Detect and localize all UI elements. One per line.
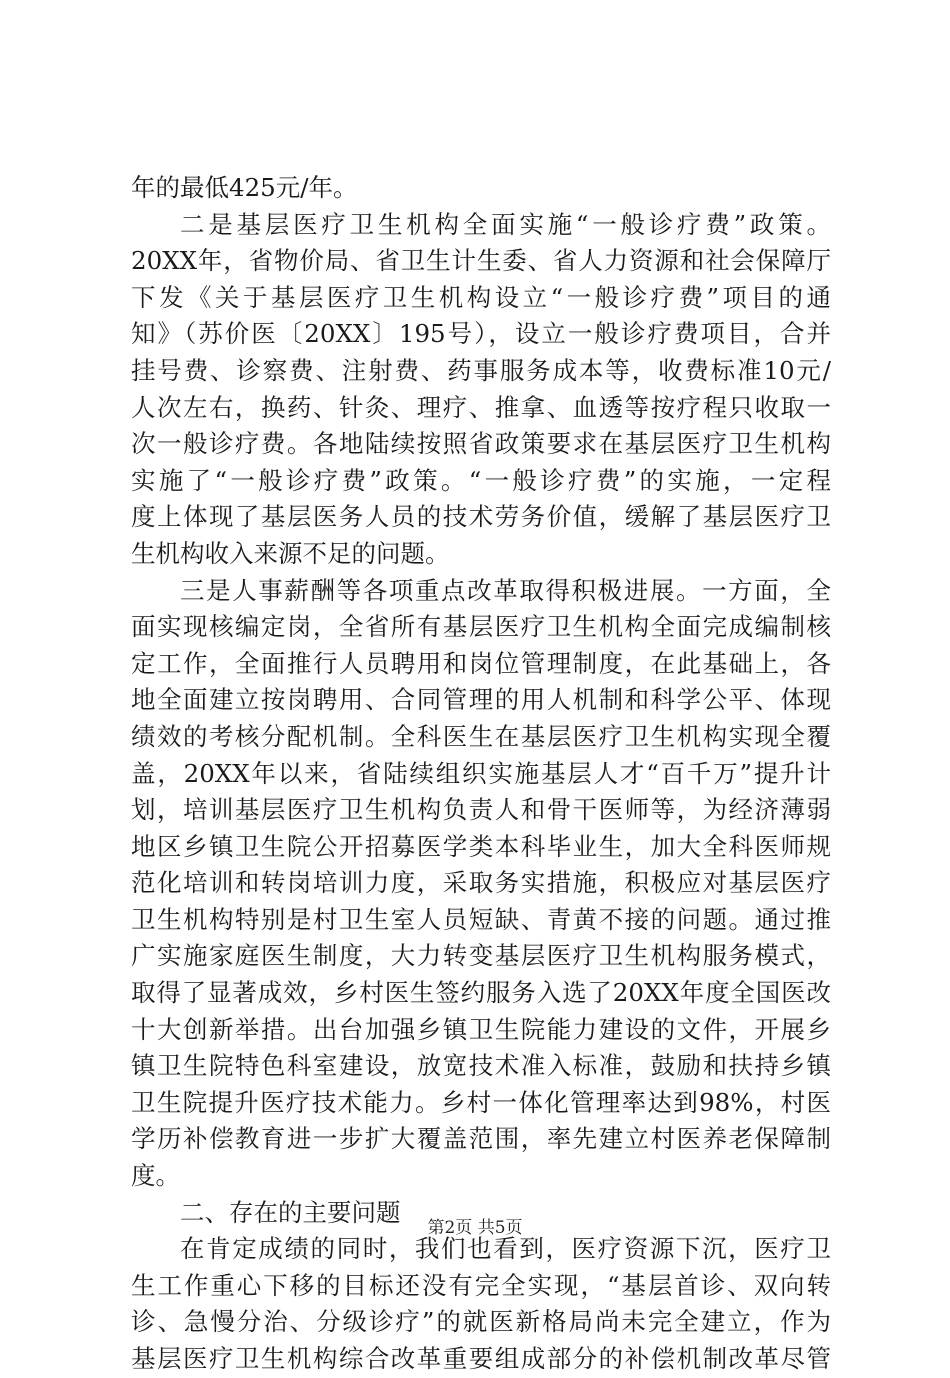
text-line: 取得了显著成效，乡村医生签约服务入选了20XX年度全国医改 bbox=[131, 978, 831, 1008]
text-line: 盖，20XX年以来，省陆续组织实施基层人才“百千万”提升计 bbox=[131, 758, 831, 788]
text-line: 面实现核编定岗，全省所有基层医疗卫生机构全面完成编制核 bbox=[131, 612, 831, 642]
text-line: 地全面建立按岗聘用、合同管理的用人机制和科学公平、体现 bbox=[131, 685, 831, 715]
text-line: 地区乡镇卫生院公开招募医学类本科毕业生，加大全科医师规 bbox=[131, 831, 831, 861]
text-line: 实施了“一般诊疗费”政策。“一般诊疗费”的实施，一定程 bbox=[131, 465, 831, 495]
text-line: 范化培训和转岗培训力度，采取务实措施，积极应对基层医疗 bbox=[131, 868, 831, 898]
text-line: 二是基层医疗卫生机构全面实施“一般诊疗费”政策。 bbox=[180, 209, 831, 239]
text-line: 基层医疗卫生机构综合改革重要组成部分的补偿机制改革尽管 bbox=[131, 1344, 831, 1373]
text-line: 知》（苏价医〔20XX〕195号），设立一般诊疗费项目，合并 bbox=[131, 319, 831, 349]
text-line: 卫生院提升医疗技术能力。乡村一体化管理率达到98%，村医 bbox=[131, 1087, 831, 1117]
text-line: 人次左右，换药、针灸、理疗、推拿、血透等按疗程只收取一 bbox=[131, 392, 831, 422]
text-line: 镇卫生院特色科室建设，放宽技术准入标准，鼓励和扶持乡镇 bbox=[131, 1051, 831, 1081]
text-line: 年的最低425元/年。 bbox=[131, 173, 358, 202]
text-line: 度上体现了基层医务人员的技术劳务价值，缓解了基层医疗卫 bbox=[131, 502, 831, 532]
text-line: 下发《关于基层医疗卫生机构设立“一般诊疗费”项目的通 bbox=[131, 282, 831, 312]
text-line: 生机构收入来源不足的问题。 bbox=[131, 538, 450, 568]
text-line: 度。 bbox=[131, 1161, 180, 1191]
text-line: 广实施家庭医生制度，大力转变基层医疗卫生机构服务模式， bbox=[131, 941, 831, 971]
text-line: 20XX年，省物价局、省卫生计生委、省人力资源和社会保障厅 bbox=[131, 246, 831, 276]
text-line: 生工作重心下移的目标还没有完全实现，“基层首诊、双向转 bbox=[131, 1270, 831, 1300]
text-line: 在肯定成绩的同时，我们也看到，医疗资源下沉，医疗卫 bbox=[180, 1234, 831, 1264]
page-number-footer: 第2页 共5页 bbox=[427, 1218, 523, 1238]
text-line: 绩效的考核分配机制。全科医生在基层医疗卫生机构实现全覆 bbox=[131, 721, 831, 751]
text-line: 定工作，全面推行人员聘用和岗位管理制度，在此基础上，各 bbox=[131, 648, 831, 678]
text-line: 十大创新举措。出台加强乡镇卫生院能力建设的文件，开展乡 bbox=[131, 1014, 831, 1044]
text-line: 划，培训基层医疗卫生机构负责人和骨干医师等，为经济薄弱 bbox=[131, 795, 831, 825]
text-line: 诊、急慢分治、分级诊疗”的就医新格局尚未完全建立，作为 bbox=[131, 1307, 831, 1337]
text-line: 学历补偿教育进一步扩大覆盖范围，率先建立村医养老保障制 bbox=[131, 1124, 831, 1154]
text-line: 次一般诊疗费。各地陆续按照省政策要求在基层医疗卫生机构 bbox=[131, 429, 831, 459]
body-text bbox=[131, 170, 831, 1378]
section-heading: 二、存在的主要问题 bbox=[180, 1197, 401, 1227]
text-line: 三是人事薪酬等各项重点改革取得积极进展。一方面，全 bbox=[180, 575, 831, 605]
text-line: 挂号费、诊察费、注射费、药事服务成本等，收费标准10元/ bbox=[131, 355, 831, 385]
text-line: 卫生机构特别是村卫生室人员短缺、青黄不接的问题。通过推 bbox=[131, 904, 831, 934]
